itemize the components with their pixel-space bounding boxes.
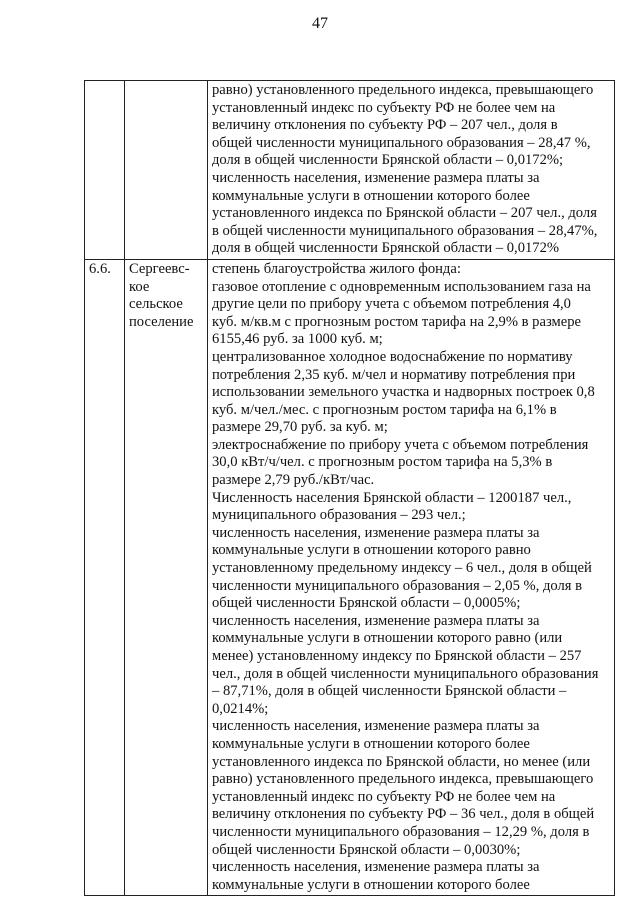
text-line: численность населения, изменение размера платы за: [212, 524, 540, 541]
text-line: установленный индекс по субъекту РФ не более чем на: [212, 788, 556, 805]
row-number-cell: [85, 81, 125, 260]
text-line: централизованное холодное водоснабжение по нормативу: [212, 348, 573, 365]
text-line: установленного индекса по Брянской области – 207 чел., доля: [212, 205, 597, 222]
text-line: использовании земельного участка и надворных построек 0,8: [212, 384, 595, 401]
table-row-continuation: [85, 81, 615, 260]
text-line: установленного индекса по Брянской области, но менее (или: [212, 753, 591, 770]
text-line: общей численности Брянской области – 0,0005%;: [212, 595, 521, 612]
text-line: муниципального образования – 293 чел.;: [212, 507, 466, 524]
text-line: коммунальные услуги в отношении которого равно (или: [212, 630, 563, 647]
text-line: равно) установленного предельного индекса, превышающего: [212, 771, 594, 788]
text-line: потребления 2,35 куб. м/чел и нормативу потребления при: [212, 366, 576, 383]
text-line: 0,0214%;: [212, 700, 269, 717]
text-line: кое: [129, 278, 150, 295]
text-line: общей численности Брянской области – 0,0030%;: [212, 841, 521, 858]
text-line: сельское: [129, 296, 183, 313]
text-line: куб. м/чел./мес. с прогнозным ростом тарифа на 6,1% в: [212, 401, 557, 418]
text-line: поселение: [129, 313, 194, 330]
text-line: доля в общей численности Брянской области – 0,0172%: [212, 240, 560, 257]
text-line: газовое отопление с одновременным использованием газа на: [212, 278, 591, 295]
page-number: 47: [312, 15, 328, 32]
text-line: коммунальные услуги в отношении которого более: [212, 876, 530, 893]
description-cell: [208, 81, 615, 260]
text-line: в общей численности муниципального образования – 28,47%,: [212, 222, 598, 239]
text-line: 6155,46 руб. за 1000 куб. м;: [212, 331, 383, 348]
text-line: доля в общей численности Брянской области – 0,0172%;: [212, 152, 564, 169]
text-line: численность населения, изменение размера платы за: [212, 859, 540, 876]
text-line: численность населения, изменение размера платы за: [212, 169, 540, 186]
text-line: другие цели по прибору учета с объемом потребления 4,0: [212, 296, 571, 313]
text-line: куб. м/кв.м с прогнозным ростом тарифа на 2,9% в размере: [212, 313, 581, 330]
text-line: численность населения, изменение размера платы за: [212, 612, 540, 629]
text-line: коммунальные услуги в отношении которого более: [212, 735, 530, 752]
text-line: – 87,71%, доля в общей численности Брянской области –: [212, 683, 567, 700]
description-cell: [208, 259, 615, 895]
text-line: степень благоустройства жилого фонда:: [212, 260, 461, 277]
text-line: Численность населения Брянской области – 1200187 чел.,: [212, 489, 572, 506]
text-line: величину отклонения по субъекту РФ – 207 чел., доля в: [212, 117, 558, 134]
text-line: численности муниципального образования – 2,05 %, доля в: [212, 577, 583, 594]
text-line: размере 2,79 руб./кВт/час.: [212, 472, 375, 489]
text-line: коммунальные услуги в отношении которого более: [212, 187, 530, 204]
text-line: коммунальные услуги в отношении которого равно: [212, 542, 531, 559]
text-line: общей численности муниципального образования – 28,47 %,: [212, 134, 591, 151]
text-line: установленный индекс по субъекту РФ не более чем на: [212, 99, 556, 116]
text-line: Сергеевс-: [129, 260, 190, 277]
text-line: величину отклонения по субъекту РФ – 36 чел., доля в общей: [212, 806, 595, 823]
tariff-table: [84, 80, 615, 896]
row-number-cell: 6.6.: [85, 259, 125, 895]
text-line: менее) установленному индексу по Брянской области – 257: [212, 648, 582, 664]
text-line: численность населения, изменение размера платы за: [212, 718, 540, 735]
text-line: размере 29,70 руб. за куб. м;: [212, 419, 388, 436]
settlement-name-cell: [125, 259, 208, 895]
text-line: 30,0 кВт/ч/чел. с прогнозным ростом тарифа на 5,3% в: [212, 454, 553, 471]
text-line: чел., доля в общей численности муниципального образования: [212, 665, 599, 682]
text-line: равно) установленного предельного индекса, превышающего: [212, 82, 594, 98]
text-line: установленному предельному индексу – 6 чел., доля в общей: [212, 560, 592, 577]
text-line: электроснабжение по прибору учета с объемом потребления: [212, 436, 589, 453]
table-row-sergeevskoe: [85, 259, 615, 895]
settlement-name-cell: [125, 81, 208, 260]
text-line: численности муниципального образования – 12,29 %, доля в: [212, 823, 590, 840]
